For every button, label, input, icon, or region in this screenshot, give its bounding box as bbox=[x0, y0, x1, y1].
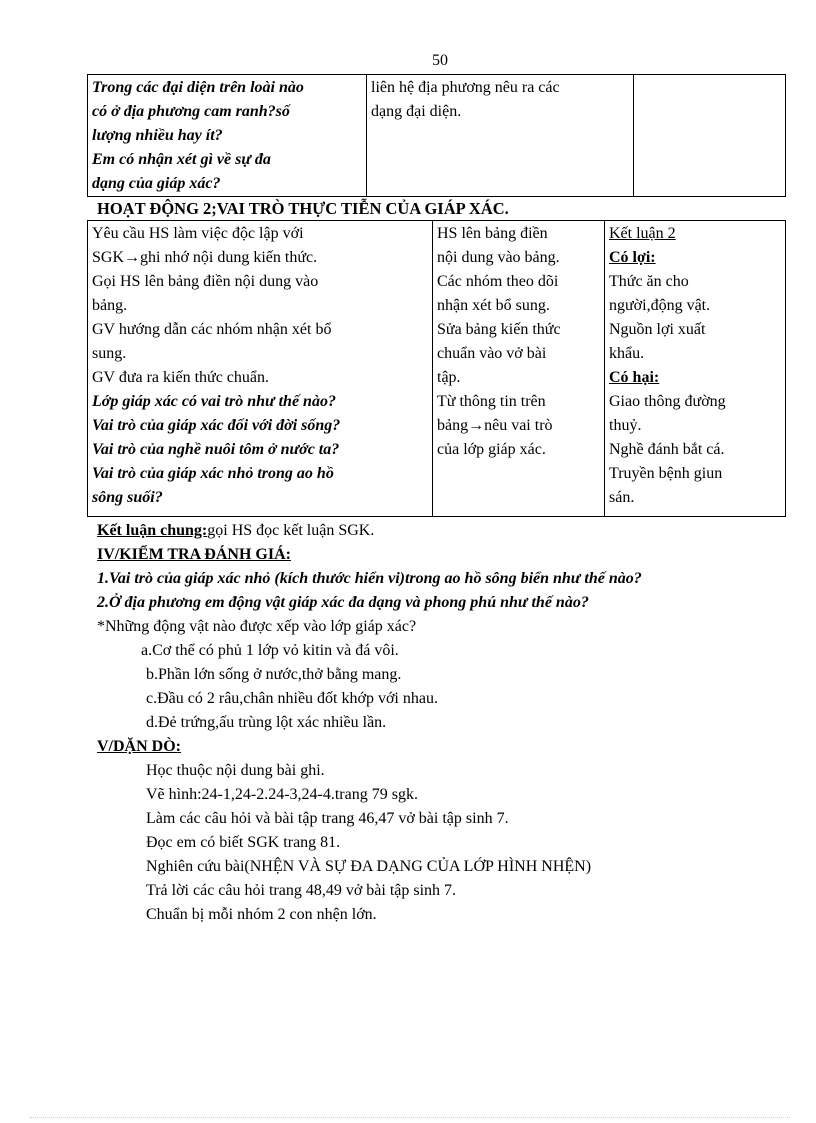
teacher-activity-line: Yêu cầu HS làm việc độc lập với bbox=[92, 225, 304, 242]
teacher-activity-line: GV đưa ra kiến thức chuẩn. bbox=[92, 369, 269, 386]
student-activity-cell bbox=[433, 221, 605, 517]
assessment-option: b.Phần lớn sống ở nước,thở bằng mang. bbox=[146, 666, 402, 683]
student-activity-line: nội dung vào bảng. bbox=[437, 249, 560, 266]
table1-question-line: có ở địa phương cam ranh?số bbox=[92, 103, 290, 120]
teacher-activity-line: Gọi HS lên bảng điền nội dung vào bbox=[92, 273, 319, 290]
teacher-question-line: Vai trò của giáp xác đối với đời sống? bbox=[92, 417, 341, 434]
benefit-label: Có lợi: bbox=[609, 249, 656, 266]
general-conclusion-label: Kết luận chung: bbox=[97, 522, 208, 539]
assessment-option: a.Cơ thể có phủ 1 lớp vỏ kitin và đá vôi. bbox=[141, 642, 399, 659]
lower-section bbox=[97, 519, 797, 927]
teacher-activity-cell bbox=[88, 221, 433, 517]
homework-item: Chuẩn bị mỗi nhóm 2 con nhện lớn. bbox=[146, 906, 377, 923]
homework-item: Làm các câu hỏi và bài tập trang 46,47 vở bài tập sinh 7. bbox=[146, 810, 509, 827]
benefit-line: người,động vật. bbox=[609, 297, 711, 314]
homework-item: Vẽ hình:24-1,24-2.24-3,24-4.trang 79 sgk. bbox=[146, 786, 418, 803]
homework-item: Đọc em có biết SGK trang 81. bbox=[146, 834, 341, 851]
homework-item: Trả lời các câu hỏi trang 48,49 vở bài tập sinh 7. bbox=[146, 882, 457, 899]
teacher-question-line: Vai trò của nghề nuôi tôm ở nước ta? bbox=[92, 441, 340, 458]
student-activity-line: tập. bbox=[437, 369, 461, 386]
student-activity-line: chuẩn vào vở bài bbox=[437, 345, 547, 362]
student-activity-line: của lớp giáp xác. bbox=[437, 441, 546, 458]
student-activity-line: nhận xét bổ sung. bbox=[437, 297, 550, 314]
assessment-question-1: 1.Vai trò của giáp xác nhỏ (kích thước hiển vi)trong ao hồ sông biển như thế nào? bbox=[97, 570, 642, 587]
table1-question-line: Trong các đại diện trên loài nào bbox=[92, 79, 304, 96]
table1-student-cell bbox=[367, 75, 634, 197]
assessment-question-3: *Những động vật nào được xếp vào lớp giáp xác? bbox=[97, 618, 417, 635]
assessment-heading: IV/KIỂM TRA ĐÁNH GIÁ: bbox=[97, 546, 291, 563]
teacher-question-line: sông suối? bbox=[92, 489, 163, 506]
assessment-option: c.Đầu có 2 râu,chân nhiều đốt khớp với nhau. bbox=[146, 690, 438, 707]
general-conclusion-text: gọi HS đọc kết luận SGK. bbox=[207, 522, 375, 539]
student-activity-line: HS lên bảng điền bbox=[437, 225, 548, 242]
student-activity-line: Từ thông tin trên bbox=[437, 393, 546, 410]
student-activity-line: bảng→nêu vai trò bbox=[437, 417, 553, 434]
table1-student-line: liên hệ địa phương nêu ra các bbox=[371, 79, 560, 96]
conclusion-cell bbox=[605, 221, 786, 517]
harm-line: sán. bbox=[609, 489, 635, 506]
conclusion-title: Kết luận 2 bbox=[609, 225, 676, 242]
teacher-activity-line: bảng. bbox=[92, 297, 128, 314]
harm-line: thuỷ. bbox=[609, 417, 642, 434]
teacher-question-line: Vai trò của giáp xác nhỏ trong ao hồ bbox=[92, 465, 334, 482]
teacher-activity-line: SGK→ghi nhớ nội dung kiến thức. bbox=[92, 249, 318, 266]
activity2-heading: HOẠT ĐỘNG 2;VAI TRÒ THỰC TIỄN CỦA GIÁP XÁC. bbox=[97, 199, 509, 218]
homework-item: Học thuộc nội dung bài ghi. bbox=[146, 762, 325, 779]
benefit-line: Nguồn lợi xuất bbox=[609, 321, 706, 338]
table1-question-line: Em có nhận xét gì về sự đa bbox=[92, 151, 271, 168]
activity2-table bbox=[87, 220, 786, 517]
harm-line: Nghề đánh bắt cá. bbox=[609, 441, 725, 458]
activity1-table bbox=[87, 74, 786, 197]
student-activity-line: Sửa bảng kiến thức bbox=[437, 321, 561, 338]
homework-item: Nghiên cứu bài(NHỆN VÀ SỰ ĐA DẠNG CỦA LỚP HÌNH NHỆN) bbox=[146, 858, 592, 875]
benefit-line: khẩu. bbox=[609, 345, 645, 362]
homework-heading: V/DẶN DÒ: bbox=[97, 738, 181, 755]
table1-empty-cell bbox=[634, 75, 786, 197]
benefit-line: Thức ăn cho bbox=[609, 273, 689, 290]
harm-line: Truyền bệnh giun bbox=[609, 465, 723, 482]
harm-label: Có hại: bbox=[609, 369, 660, 386]
student-activity-line: Các nhóm theo dõi bbox=[437, 273, 559, 290]
assessment-question-2: 2.Ở địa phương em động vật giáp xác đa dạng và phong phú như thế nào? bbox=[97, 594, 589, 611]
table1-question-line: dạng của giáp xác? bbox=[92, 175, 221, 192]
table1-question-line: lượng nhiều hay ít? bbox=[92, 127, 223, 144]
harm-line: Giao thông đường bbox=[609, 393, 726, 410]
page-number: 50 bbox=[432, 52, 448, 69]
table1-student-line: dạng đại diện. bbox=[371, 103, 462, 120]
page-edge-divider bbox=[30, 1117, 790, 1118]
assessment-option: d.Đẻ trứng,ấu trùng lột xác nhiều lần. bbox=[146, 714, 387, 731]
general-conclusion bbox=[97, 519, 797, 543]
teacher-activity-line: GV hướng dẫn các nhóm nhận xét bổ bbox=[92, 321, 332, 338]
teacher-question-line: Lớp giáp xác có vai trò như thế nào? bbox=[92, 393, 336, 410]
table1-questions-cell bbox=[88, 75, 367, 197]
teacher-activity-line: sung. bbox=[92, 345, 127, 362]
